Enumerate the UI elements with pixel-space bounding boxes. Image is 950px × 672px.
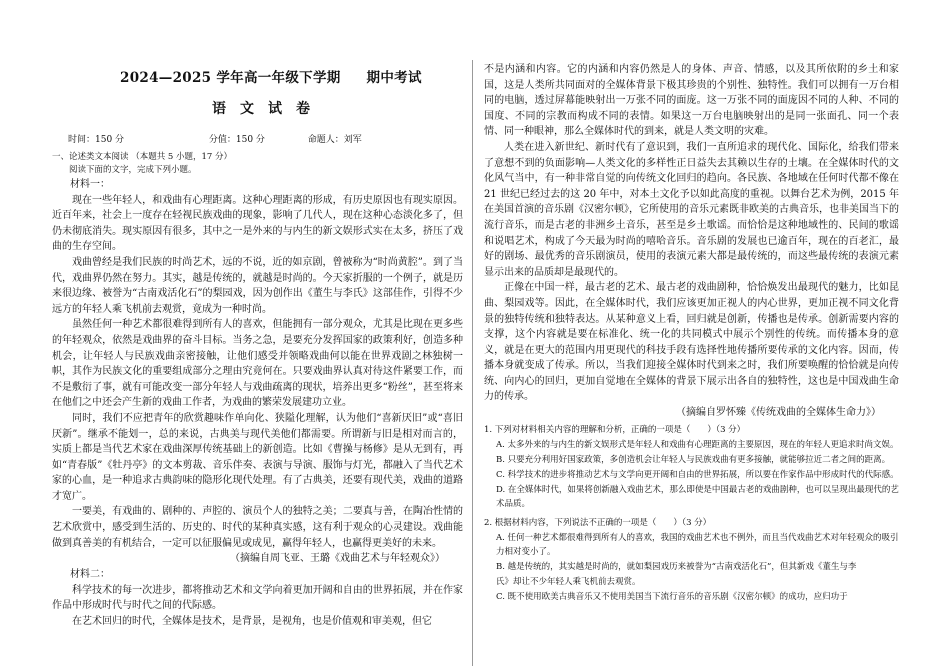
exam-author: 命题人：刘军 <box>307 135 362 145</box>
section-heading: 一、论述类文本阅读 （本题共 5 小题，17 分） <box>52 152 233 162</box>
section-instruction: 阅读下面的文字，完成下列小题。 <box>69 165 197 175</box>
paragraph: 现在一些年轻人，和戏曲有心理距离。这种心理距离的形成，有历史原因也有现实原因。近百年来，社会上一度存在轻视民族戏曲的现象，影响了几代人，现在这种心态淡化多了，但仍未彻底消失。现实原因有很多，其中之一是外来的与内生的新文娱形式实在太多，挤压了戏曲的生存空间。 <box>52 194 463 253</box>
material-two-label: 材料二： <box>70 569 110 581</box>
paragraph: 同时，我们不应把青年的欣赏趣味作单向化、狭隘化理解，认为他们“喜新厌旧”或“喜旧厌新”。继承不能划一，总的来说，古典美与现代美他们都需要。所谓新与旧是相对而言的，实质上都是当代艺术家在戏曲深厚传统基础上的新创造。比如《曹操与杨修》是从无到有，再如“青春版”《牡丹亭》的文本剪裁、音乐伴奏、表演与导演、服饰与灯光，都融入了当代艺术家的心血，是一种追求古典韵味的隐形化现代处理。有了古典美，还要有现代美，戏曲的道路才宽广。 <box>52 412 463 502</box>
paragraph: 戏曲曾经是我们民族的时尚艺术，远的不说，近的如京剧，曾被称为“时尚黄腔”。到了当代，戏曲界仍然在努力。其实，越是传统的，就越是时尚的。今天家折服的一个例子，就是历来很边缘、被誉为“古南戏活化石”的梨园戏，因为创作出《董生与李氏》这部佳作，引得不少远方的年轻人乘飞机前去观赏，竟成为一种时尚。 <box>52 256 463 315</box>
question-1-option-c: C. 科学技术的进步将推动艺术与文学向更开阔和自由的世界拓展，所以要在作家作品中形成时代的代际感。 <box>496 470 899 481</box>
paragraph: 科学技术的每一次进步，都将推动艺术和文学向着更加开阔和自由的世界拓展，并在作家作品中形成时代与时代之间的代际感。 <box>52 584 463 612</box>
material-one-label: 材料一： <box>70 179 110 190</box>
exam-score: 分值：150 分 <box>208 135 265 145</box>
question-2-option-b: B. 越是传统的，其实越是时尚的，就如梨园戏历来被誉为“古南戏活化石”，但其新戏《董生与李 <box>496 562 857 573</box>
material-two-source: （摘编自罗怀臻《传统戏曲的全媒体生命力》） <box>676 407 881 419</box>
question-2-option-c: C. 既不使用欧美古典音乐又不使用美国当下流行音乐的音乐剧《汉密尔顿》的成功，应归功于 <box>496 592 848 603</box>
question-1-option-b: B. 只要充分利用好国家政策，多创造机会让年轻人与民族戏曲有更多接触，就能够拉近二者之间的距离。 <box>496 455 891 466</box>
column-divider <box>472 60 473 666</box>
question-1-option-a: A. 太多外来的与内生的新文娱形式是年轻人和戏曲有心理距离的主要原因，现在的年轻人更追求时尚文娱。 <box>496 440 899 451</box>
left-column <box>52 62 463 666</box>
subject-title: 语文试卷 <box>212 101 324 117</box>
material-one-source: （摘编自周飞亚、王璐《戏曲艺术与年轻观众》） <box>230 553 445 565</box>
paragraph: 不是内涵和内容。它的内涵和内容仍然是人的身体、声音、情感，以及其所依附的乡土和家国，这是人类所共同面对的全媒体背景下极其珍贵的个别性、独特性。我们可以拥有一万台相同的电脑，透过屏幕能映射出一万张不同的面庞。这一万张不同的面庞因不同的人种、不同的国度、不同的宗教而构成不同的表情。如果这一万台电脑映射出的是同一张面孔、同一个表情、同一种眼神，那么全媒体时代的到来，就是人类文明的灾难。 <box>484 64 899 138</box>
question-2: 2. 根据材料内容，下列说法不正确的一项是（ ）（3 分） <box>484 518 712 529</box>
question-1-option-d: D. 在全媒体时代，如果将创新融入戏曲艺术，那么即使是中国最古老的戏曲剧种，也可以呈现出最现代的艺术品质。 <box>496 485 899 510</box>
title-year: 2024—2025 学年高一年级下学期 <box>120 70 341 86</box>
paragraph: 正像在中国一样，最古老的艺术、最古老的戏曲剧种，恰恰焕发出最现代的魅力，比如昆曲、梨园戏等。因此，在全媒体时代，我们应该更加正视人的内心世界，更加正视不同文化背景的独特传统和独特表达。从某种意义上看，回归就是创新，传播也是传承。创新需要内容的支撑，这个内容就是要在标准化、统一化的共同模式中展示个别性的传统。而传播本身的意义，就是在更大的范围内用更现代的科技手段有选择性地传播所要传承的文化内容。因而，传播本身就变成了传承。所以，当我们迎接全媒体时代到来之时，我们所要唤醒的恰恰就是向传统、向内心的回归，更加自觉地在全媒体的背景下展示出各自的独特性，这也是中国戏曲生命力的传承。 <box>484 282 899 403</box>
question-2-option-a: A. 任何一种艺术都很难得到所有人的喜欢，我国的戏曲艺术也不例外，而且当代戏曲艺术对年轻观众的吸引力相对变小了。 <box>496 533 899 558</box>
title-exam: 期中考试 <box>366 70 422 86</box>
exam-title <box>120 66 463 86</box>
paragraph: 虽然任何一种艺术都很难得到所有人的喜欢，但能拥有一部分观众，尤其是比现在更多些的年轻观众，依然是戏曲界的奋斗目标。当务之急，是要充分发挥国家的政策利好，创造多种机会，让年轻人与民族戏曲亲密接触，让他们感受并领略戏曲何以能在世界戏剧之林独树一帜，其作为民族文化的重要组成部分之理由究竟何在。只要戏曲界认真对待这件紧要工作，而不是敷衍了事，就有可能改变一部分年轻人与戏曲疏离的现状，培养出更多“粉丝”，甚至将来在他们之中还会产生新的戏曲工作者，为戏曲的繁荣发展建功立业。 <box>52 319 463 409</box>
paragraph: 在艺术回归的时代，全媒体是技术，是背景，是视角，也是价值观和审美观，但它 <box>72 616 432 628</box>
question-2-option-b-cont: 氏》却让不少年轻人乘飞机前去观赏。 <box>496 577 641 588</box>
paragraph: 一要美，有戏曲的、剧种的、声腔的、演员个人的独特之美；二要真与善，在陶冶性情的艺术欣赏中，感受到生活的、历史的、时代的某种真实感，这有利于观众的心灵建设。戏曲能做到真善美的有机结合，一定可以征服偏见或成见，赢得年轻人，也赢得更美好的未来。 <box>52 506 463 549</box>
right-column <box>484 62 899 666</box>
exam-time: 时间：150 分 <box>68 135 125 145</box>
exam-meta <box>68 132 463 145</box>
question-1: 1. 下列对材料相关内容的理解和分析，正确的一项是（ ）（3 分） <box>484 425 746 436</box>
paragraph: 人类在进入新世纪、新时代有了意识到，我们一直所追求的现代化、国际化，给我们带来了意想不到的负面影响—人类文化的多样性正日益失去其赖以生存的土壤。在全媒体时代的文化风气当中，有一种非常自觉的向传统文化回归的趋向。各民族、各地域在任何时代都不像在 21 世纪已经过去的这 20 年中，对本土文化予以如此高度的重视。以舞台艺术为例，2015 年在美国首演的音乐剧《汉密尔顿》，它所使用的音乐元素既非欧美的古典音乐，也非美国当下的流行音乐，而是古老的非洲乡土音乐，甚至是乡土歌谣。而恰恰是这种地域性的、民间的歌谣和说唱艺术，构成了今天最为时尚的嘻哈音乐。音乐剧的发展也已逾百年，现在的百老汇，最好的剧场、最优秀的音乐剧演员，使用的表演元素大都是最传统的，而这些最传统的表演元素显示出来的品质却是最现代的。 <box>484 141 899 278</box>
